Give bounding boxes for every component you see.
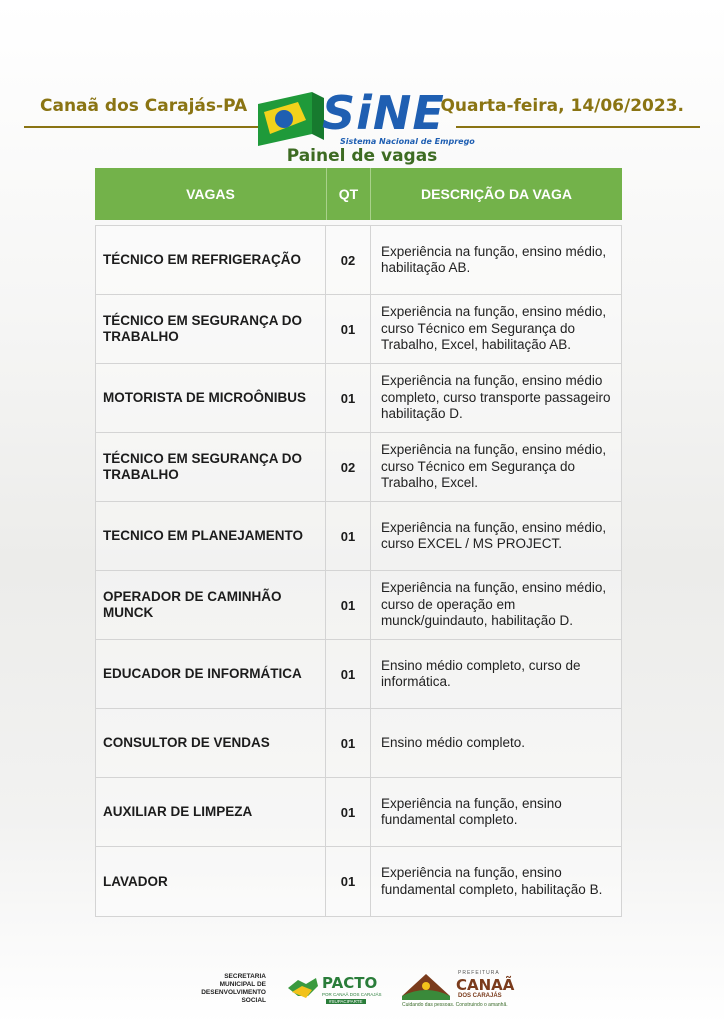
job-quantity: 01 <box>326 847 371 916</box>
job-title: TECNICO EM PLANEJAMENTO <box>96 502 326 570</box>
prefeitura-label: PREFEITURA <box>458 970 500 976</box>
job-title: OPERADOR DE CAMINHÃO MUNCK <box>96 571 326 639</box>
sine-logo <box>250 86 475 150</box>
table-row <box>96 433 621 502</box>
sine-wordmark: SiNE <box>322 86 445 140</box>
pacto-hashtag: #SUPACIPARTE <box>326 999 366 1004</box>
job-quantity: 01 <box>326 778 371 846</box>
job-quantity: 01 <box>326 502 371 570</box>
secretaria-line: DESENVOLVIMENTO <box>201 989 266 996</box>
column-header-descricao: DESCRIÇÃO DA VAGA <box>421 186 572 202</box>
job-title: EDUCADOR DE INFORMÁTICA <box>96 640 326 708</box>
job-quantity: 01 <box>326 364 371 432</box>
brazil-flag-icon <box>250 90 330 150</box>
secretaria-line: SOCIAL <box>241 997 266 1004</box>
table-row <box>96 502 621 571</box>
sine-subtitle: Sistema Nacional de Emprego <box>340 137 475 146</box>
table-row <box>96 778 621 847</box>
job-quantity: 02 <box>326 226 371 294</box>
job-title: TÉCNICO EM SEGURANÇA DO TRABALHO <box>96 295 326 363</box>
pacto-logo <box>286 968 382 1008</box>
secretaria-logo <box>196 968 266 1008</box>
job-description: Ensino médio completo. <box>380 734 526 750</box>
table-row <box>96 295 621 364</box>
header-divider-left <box>24 126 269 128</box>
city-label: Canaã dos Carajás-PA <box>40 96 248 116</box>
table-row <box>96 571 621 640</box>
secretaria-line: SECRETARIA <box>224 973 266 980</box>
job-title: TÉCNICO EM SEGURANÇA DO TRABALHO <box>96 433 326 501</box>
pacto-subtitle: POR CANAÃ DOS CARAJÁS <box>322 992 382 997</box>
prefeitura-logo <box>400 968 520 1008</box>
job-title: CONSULTOR DE VENDAS <box>96 709 326 777</box>
table-header <box>95 168 622 220</box>
pacto-wordmark: PACTO <box>322 974 378 992</box>
job-description: Ensino médio completo, curso de informática. <box>380 657 581 689</box>
canaa-subtitle: DOS CARAJÁS <box>458 993 502 999</box>
table-row <box>96 847 621 916</box>
job-quantity: 01 <box>326 295 371 363</box>
job-title: LAVADOR <box>96 847 326 916</box>
page-title: Painel de vagas <box>286 146 438 166</box>
job-quantity: 01 <box>326 709 371 777</box>
job-description: Experiência na função, ensino médio, habilitação AB. <box>380 243 607 275</box>
job-description: Experiência na função, ensino médio, curso EXCEL / MS PROJECT. <box>380 519 607 551</box>
table-row <box>96 364 621 433</box>
job-title: AUXILIAR DE LIMPEZA <box>96 778 326 846</box>
header-divider-right <box>456 126 700 128</box>
vacancy-table <box>95 168 622 917</box>
job-description: Experiência na função, ensino médio, curso de operação em munck/guindauto, habilitação D. <box>380 580 607 629</box>
job-description: Experiência na função, ensino médio, curso Técnico em Segurança do Trabalho, Excel, habilitação AB. <box>380 304 607 353</box>
job-quantity: 01 <box>326 640 371 708</box>
column-header-vagas: VAGAS <box>186 186 235 202</box>
canaa-emblem-icon <box>400 970 452 1002</box>
table-row <box>96 226 621 295</box>
job-title: MOTORISTA DE MICROÔNIBUS <box>96 364 326 432</box>
job-description: Experiência na função, ensino médio completo, curso transporte passageiro habilitação D. <box>380 373 611 422</box>
table-row <box>96 640 621 709</box>
canaa-wordmark: CANAÃ <box>456 976 515 994</box>
job-description: Experiência na função, ensino fundamental completo. <box>380 795 562 827</box>
secretaria-line: MUNICIPAL DE <box>219 981 266 988</box>
job-quantity: 01 <box>326 571 371 639</box>
date-label: Quarta-feira, 14/06/2023. <box>440 96 684 116</box>
job-description: Experiência na função, ensino médio, curso Técnico em Segurança do Trabalho, Excel. <box>380 442 607 491</box>
canaa-slogan: Cuidando das pessoas. Construindo o amanhã. <box>402 1002 508 1008</box>
table-body <box>95 225 622 917</box>
job-description: Experiência na função, ensino fundamental completo, habilitação B. <box>380 865 603 897</box>
handshake-icon <box>286 974 320 1004</box>
column-header-qt: QT <box>326 168 371 220</box>
job-quantity: 02 <box>326 433 371 501</box>
table-row <box>96 709 621 778</box>
job-title: TÉCNICO EM REFRIGERAÇÃO <box>96 226 326 294</box>
